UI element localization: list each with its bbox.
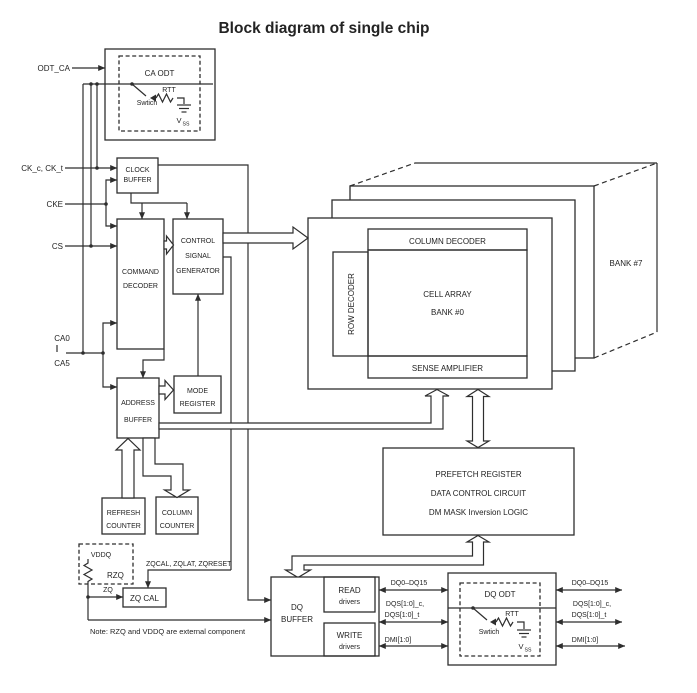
pin-ck: CK_c, CK_t: [21, 164, 63, 173]
refresh-counter-block: [102, 498, 145, 534]
pin-ca5: CA5: [54, 359, 70, 368]
ca-odt-resistor: [156, 94, 184, 104]
pin-cke: CKE: [46, 200, 63, 209]
pin-odt-ca: ODT_CA: [37, 64, 70, 73]
svg-text:DATA CONTROL CIRCUIT: DATA CONTROL CIRCUIT: [430, 489, 527, 498]
ca-odt-outer-box: [105, 49, 215, 140]
sense-amplifier-label: SENSE AMPLIFIER: [411, 364, 484, 373]
svg-text:CONTROL: CONTROL: [180, 238, 216, 245]
svg-text:COLUMN: COLUMN: [161, 510, 193, 517]
bank7-label: BANK #7: [609, 259, 643, 268]
bus-right-dq-label: DQ0–DQ15: [571, 580, 609, 587]
rzq-resistor: [84, 559, 92, 620]
dq-bus-right: [556, 580, 625, 646]
svg-text:COUNTER: COUNTER: [106, 523, 141, 530]
bank-stack: [308, 163, 657, 389]
svg-text:drivers: drivers: [338, 599, 361, 606]
svg-text:DM MASK Inversion LOGIC: DM MASK Inversion LOGIC: [428, 508, 529, 517]
svg-text:COUNTER: COUNTER: [159, 523, 195, 530]
cd-to-ab-wire: [143, 349, 164, 378]
ca-odt-switch-label: Swtich: [136, 100, 158, 107]
row-decoder-label: ROW DECODER: [347, 273, 356, 335]
bus-left-dqs-c-label: DQS[1:0]_c,: [385, 601, 425, 608]
pin-ca0: CA0: [54, 334, 70, 343]
svg-text:DQ: DQ: [291, 603, 303, 612]
bus-left-dq-label: DQ0–DQ15: [390, 580, 428, 587]
dq-odt-switch-label: Swtich: [478, 629, 500, 636]
zq-label: ZQ: [103, 587, 113, 594]
svg-text:BUFFER: BUFFER: [281, 615, 313, 624]
cell-array-label: CELL ARRAY: [423, 290, 472, 299]
prefetch-dq-arrow: [286, 536, 490, 578]
column-counter-arrow: [143, 438, 190, 498]
cd-to-csg-arrow: [164, 236, 174, 254]
svg-text:CLOCK: CLOCK: [125, 167, 150, 174]
ca-odt-block: [83, 49, 215, 140]
svg-text:SS: SS: [182, 121, 190, 128]
svg-text:PREFETCH REGISTER: PREFETCH REGISTER: [435, 470, 522, 479]
page-title: Block diagram of single chip: [218, 20, 430, 37]
ca-odt-vss-label: V: [176, 116, 182, 125]
dq-bus-left: [379, 580, 448, 646]
svg-text:SS: SS: [524, 647, 532, 654]
bus-right-dqs-c-label: DQS[1:0]_c,: [572, 601, 612, 608]
bus-left-dmi-label: DMI[1:0]: [384, 637, 412, 644]
rzq-label: RZQ: [107, 571, 124, 580]
svg-text:DECODER: DECODER: [122, 283, 159, 290]
clock-buffer-block: [117, 158, 158, 193]
dq-odt-block: [448, 573, 556, 665]
dq-odt-vss-label: V: [518, 642, 524, 651]
external-note: Note: RZQ and VDDQ are external component: [90, 627, 246, 636]
column-decoder-label: COLUMN DECODER: [409, 237, 486, 246]
svg-text:MODE: MODE: [187, 388, 208, 395]
svg-text:WRITE: WRITE: [336, 631, 363, 640]
svg-text:READ: READ: [338, 586, 361, 595]
mode-register-block: [174, 376, 221, 413]
zq-control-wire: [223, 257, 231, 570]
ca-odt-rtt-label: RTT: [162, 87, 176, 94]
bank0-label: BANK #0: [431, 308, 464, 317]
command-decoder-block: [117, 219, 164, 349]
address-buffer-block: [117, 378, 159, 438]
zq-area: [79, 544, 271, 636]
dq-odt-rtt-label: RTT: [505, 611, 519, 618]
dq-buffer-block: [271, 577, 379, 656]
bus-right-dqs-t-label: DQS[1:0]_t: [571, 612, 607, 619]
csg-to-bank-arrow: [223, 227, 308, 249]
svg-text:BUFFER: BUFFER: [124, 417, 152, 424]
bank-prefetch-arrow: [467, 390, 489, 448]
refresh-counter-arrow: [116, 439, 140, 499]
zq-cal-label: ZQ CAL: [130, 594, 159, 603]
vddq-label: VDDQ: [90, 552, 112, 559]
left-pins: [21, 64, 117, 387]
prefetch-block: [383, 448, 574, 535]
ca-odt-switch-blade: [132, 84, 146, 96]
control-signal-generator-block: [173, 219, 223, 294]
depth-dash-top-right: [594, 163, 657, 186]
depth-dash-top-left: [350, 163, 415, 186]
svg-text:REGISTER: REGISTER: [179, 401, 216, 408]
dq-odt-label: DQ ODT: [484, 590, 516, 599]
svg-text:ADDRESS: ADDRESS: [121, 400, 155, 407]
bus-right-dmi-label: DMI[1:0]: [571, 637, 599, 644]
ca-odt-label: CA ODT: [144, 69, 175, 78]
zq-signals-label: ZQCAL, ZQLAT, ZQRESET: [146, 561, 232, 568]
address-buffer-box: [117, 378, 159, 438]
ab-to-mode-register-arrow: [159, 381, 174, 400]
svg-text:REFRESH: REFRESH: [106, 510, 141, 517]
column-counter-block: [156, 497, 198, 534]
clock-buffer-box: [117, 158, 158, 193]
bus-left-dqs-t-label: DQS[1:0]_t: [384, 612, 420, 619]
svg-text:COMMAND: COMMAND: [122, 269, 159, 276]
svg-text:BUFFER: BUFFER: [123, 177, 152, 184]
svg-text:SIGNAL: SIGNAL: [185, 253, 211, 260]
pin-cs: CS: [51, 242, 63, 251]
svg-text:GENERATOR: GENERATOR: [176, 268, 220, 275]
ca-odt-dashed-box: [119, 56, 200, 131]
depth-dash-bottom-right: [594, 332, 657, 358]
svg-text:drivers: drivers: [338, 644, 361, 651]
